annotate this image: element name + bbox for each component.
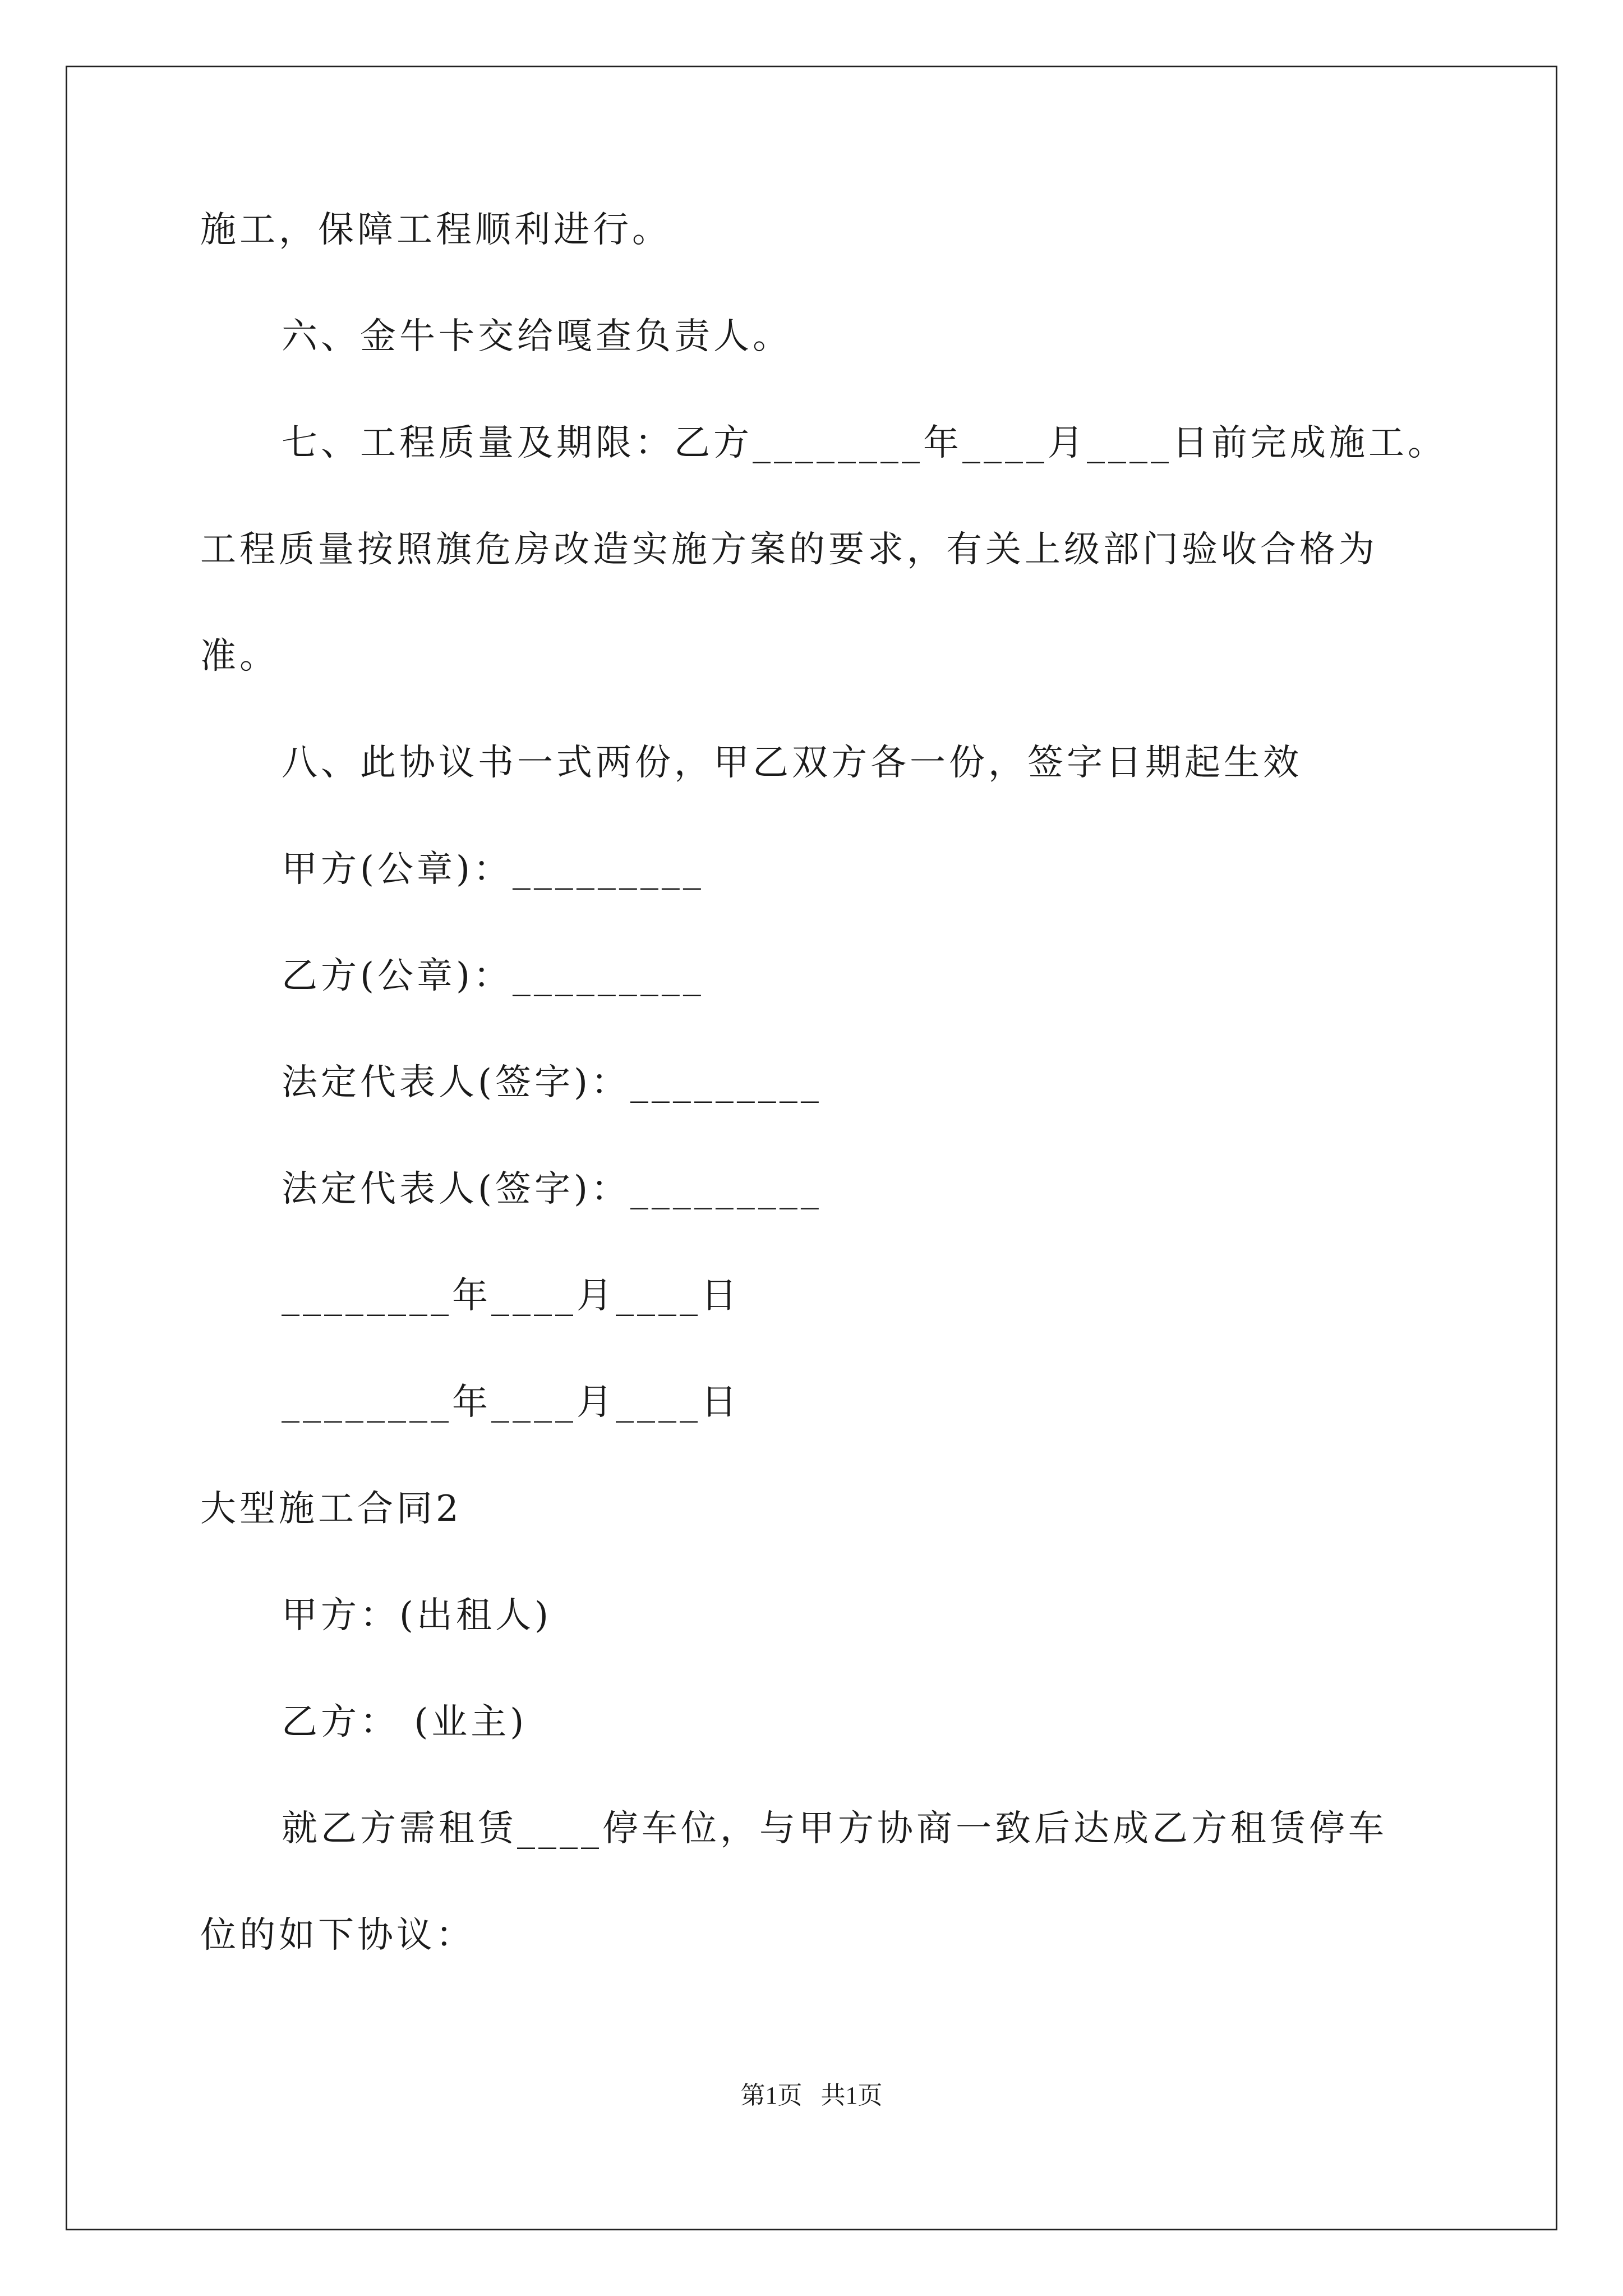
party-a-seal-line: 甲方(公章)：_________ (282, 849, 704, 890)
clause-seven: 七、工程质量及期限：乙方________年____月____日前完成施工。 (282, 422, 1447, 464)
clause-eight: 八、此协议书一式两份，甲乙双方各一份，签字日期起生效 (282, 742, 1302, 784)
paragraph-line: 就乙方需租赁____停车位，与甲方协商一致后达成乙方租赁停车 (282, 1808, 1387, 1849)
legal-rep-signature-line: 法定代表人(签字)：_________ (282, 1062, 822, 1103)
clause-six: 六、金牛卡交给嘎查负责人。 (282, 316, 792, 357)
date-line: ________年____月____日 (282, 1275, 740, 1317)
paragraph-line: 位的如下协议： (200, 1915, 475, 1956)
party-b-line: 乙方： (业主) (282, 1701, 528, 1743)
section-title: 大型施工合同2 (200, 1488, 462, 1530)
date-line: ________年____月____日 (282, 1382, 740, 1423)
party-a-line: 甲方：(出租人) (282, 1595, 552, 1636)
paragraph-line: 准。 (200, 636, 279, 677)
legal-rep-signature-line: 法定代表人(签字)：_________ (282, 1168, 822, 1210)
page-border (66, 66, 1557, 2230)
paragraph-line: 工程质量按照旗危房改造实施方案的要求，有关上级部门验收合格为 (200, 529, 1378, 570)
page-number-footer: 第1页 共1页 (740, 2082, 883, 2109)
paragraph-line: 施工，保障工程顺利进行。 (200, 209, 671, 251)
party-b-seal-line: 乙方(公章)：_________ (282, 955, 704, 997)
